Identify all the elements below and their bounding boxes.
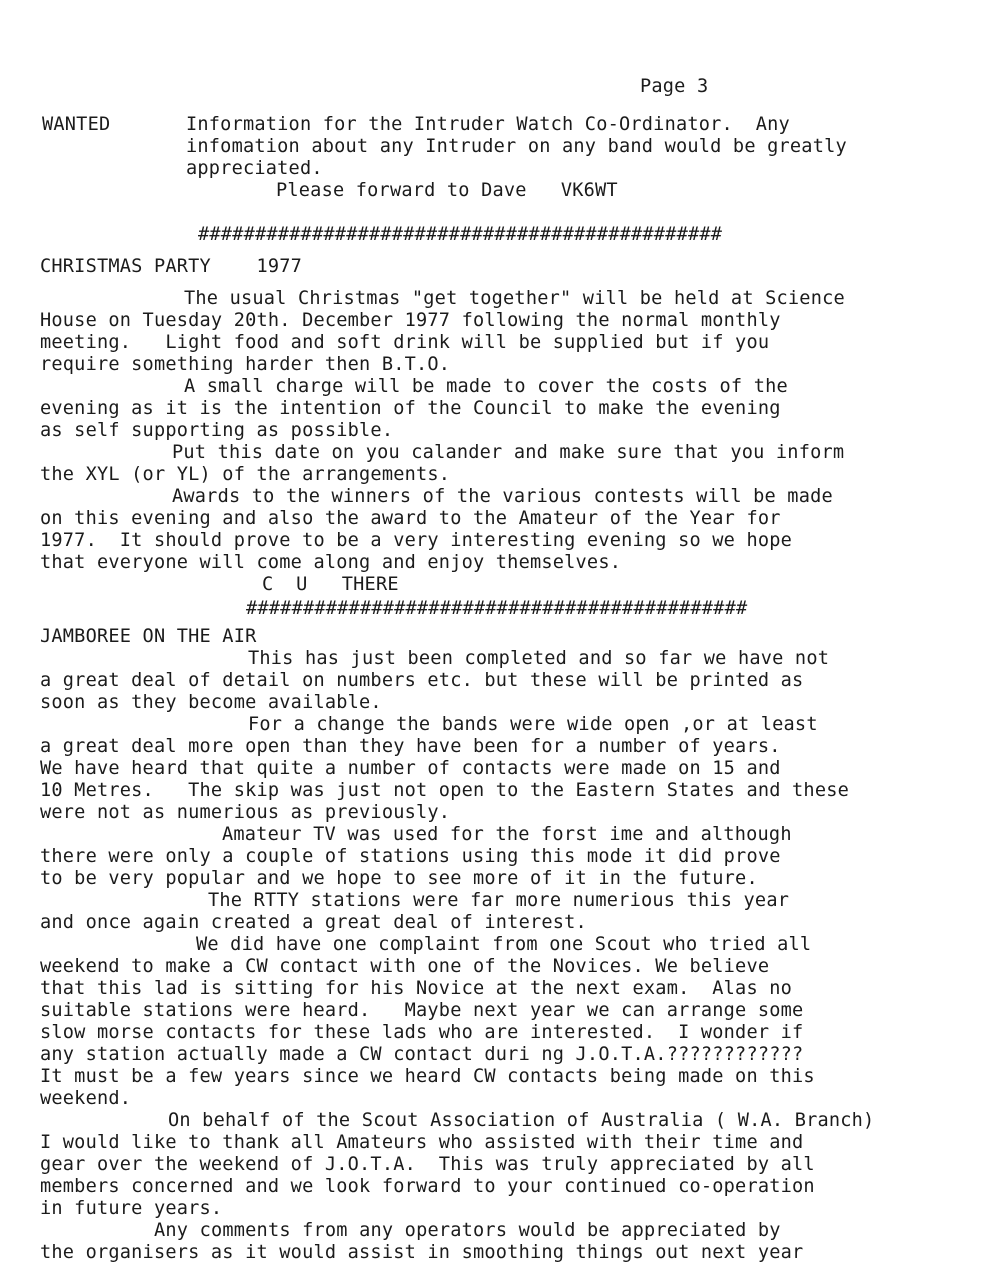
jamboree-line: We have heard that quite a number of contacts were made on 15 and [40, 758, 781, 779]
jamboree-line: any station actually made a CW contact duri ng J.O.T.A.???????????? [40, 1044, 804, 1065]
jamboree-line: that this lad is sitting for his Novice at the next exam. Alas no [40, 978, 793, 999]
jamboree-line: weekend. [40, 1088, 132, 1109]
christmas-line: House on Tuesday 20th. December 1977 following the normal monthly [40, 310, 781, 331]
christmas-line: on this evening and also the award to the Amateur of the Year for [40, 508, 781, 529]
jamboree-line: The RTTY stations were far more numerious this year [208, 890, 790, 911]
wanted-line: infomation about any Intruder on any band would be greatly [186, 136, 847, 157]
jamboree-line: and once again created a great deal of interest. [40, 912, 587, 933]
christmas-line: The usual Christmas "get together" will be held at Science [184, 288, 845, 309]
jamboree-line: slow morse contacts for these lads who are interested. I wonder if [40, 1022, 804, 1043]
jamboree-line: It must be a few years since we heard CW contacts being made on this [40, 1066, 815, 1087]
jamboree-line: I would like to thank all Amateurs who assisted with their time and [40, 1132, 804, 1153]
christmas-line: 1977. It should prove to be a very interesting evening so we hope [40, 530, 793, 551]
wanted-line: appreciated. [186, 158, 323, 179]
page-number: Page 3 [640, 76, 709, 97]
christmas-line: Awards to the winners of the various contests will be made [172, 486, 833, 507]
wanted-heading: WANTED [42, 114, 111, 135]
christmas-line: C U THERE [262, 574, 399, 595]
jamboree-line: in future years. [40, 1198, 223, 1219]
christmas-line: as self supporting as possible. [40, 420, 394, 441]
jamboree-line: soon as they become available. [40, 692, 382, 713]
jamboree-line: gear over the weekend of J.O.T.A. This was truly appreciated by all [40, 1154, 815, 1175]
wanted-line: Please forward to Dave VK6WT [276, 180, 618, 201]
christmas-heading: CHRISTMAS PARTY 1977 [40, 256, 303, 277]
jamboree-line: weekend to make a CW contact with one of the Novices. We believe [40, 956, 770, 977]
christmas-line: Put this date on you calander and make sure that you inform [172, 442, 845, 463]
jamboree-line: the organisers as it would assist in smoothing things out next year [40, 1242, 804, 1263]
christmas-line: the XYL (or YL) of the arrangements. [40, 464, 451, 485]
divider: ############################################## [198, 224, 723, 245]
jamboree-line: We did have one complaint from one Scout who tried all [196, 934, 812, 955]
jamboree-line: 10 Metres. The skip was just not open to the Eastern States and these [40, 780, 850, 801]
jamboree-line: This has just been completed and so far we have not [248, 648, 830, 669]
christmas-line: that everyone will come along and enjoy themselves. [40, 552, 622, 573]
jamboree-line: were not as numerious as previously. [40, 802, 451, 823]
christmas-line: require something harder then B.T.O. [40, 354, 451, 375]
jamboree-line: to be very popular and we hope to see more of it in the future. [40, 868, 758, 889]
jamboree-line: Amateur TV was used for the forst ime and although [222, 824, 792, 845]
christmas-line: evening as it is the intention of the Council to make the evening [40, 398, 781, 419]
jamboree-line: there were only a couple of stations using this mode it did prove [40, 846, 781, 867]
jamboree-heading: JAMBOREE ON THE AIR [40, 626, 257, 647]
divider: ############################################ [246, 598, 748, 619]
jamboree-line: suitable stations were heard. Maybe next year we can arrange some [40, 1000, 804, 1021]
christmas-line: meeting. Light food and soft drink will be supplied but if you [40, 332, 770, 353]
christmas-line: A small charge will be made to cover the costs of the [184, 376, 788, 397]
jamboree-line: members concerned and we look forward to your continued co-operation [40, 1176, 815, 1197]
jamboree-line: On behalf of the Scout Association of Australia ( W.A. Branch) [168, 1110, 875, 1131]
jamboree-line: a great deal of detail on numbers etc. but these will be printed as [40, 670, 804, 691]
jamboree-line: For a change the bands were wide open ,or at least [248, 714, 818, 735]
jamboree-line: a great deal more open than they have been for a number of years. [40, 736, 781, 757]
jamboree-line: Any comments from any operators would be appreciated by [154, 1220, 781, 1241]
wanted-line: Information for the Intruder Watch Co-Ordinator. Any [186, 114, 790, 135]
